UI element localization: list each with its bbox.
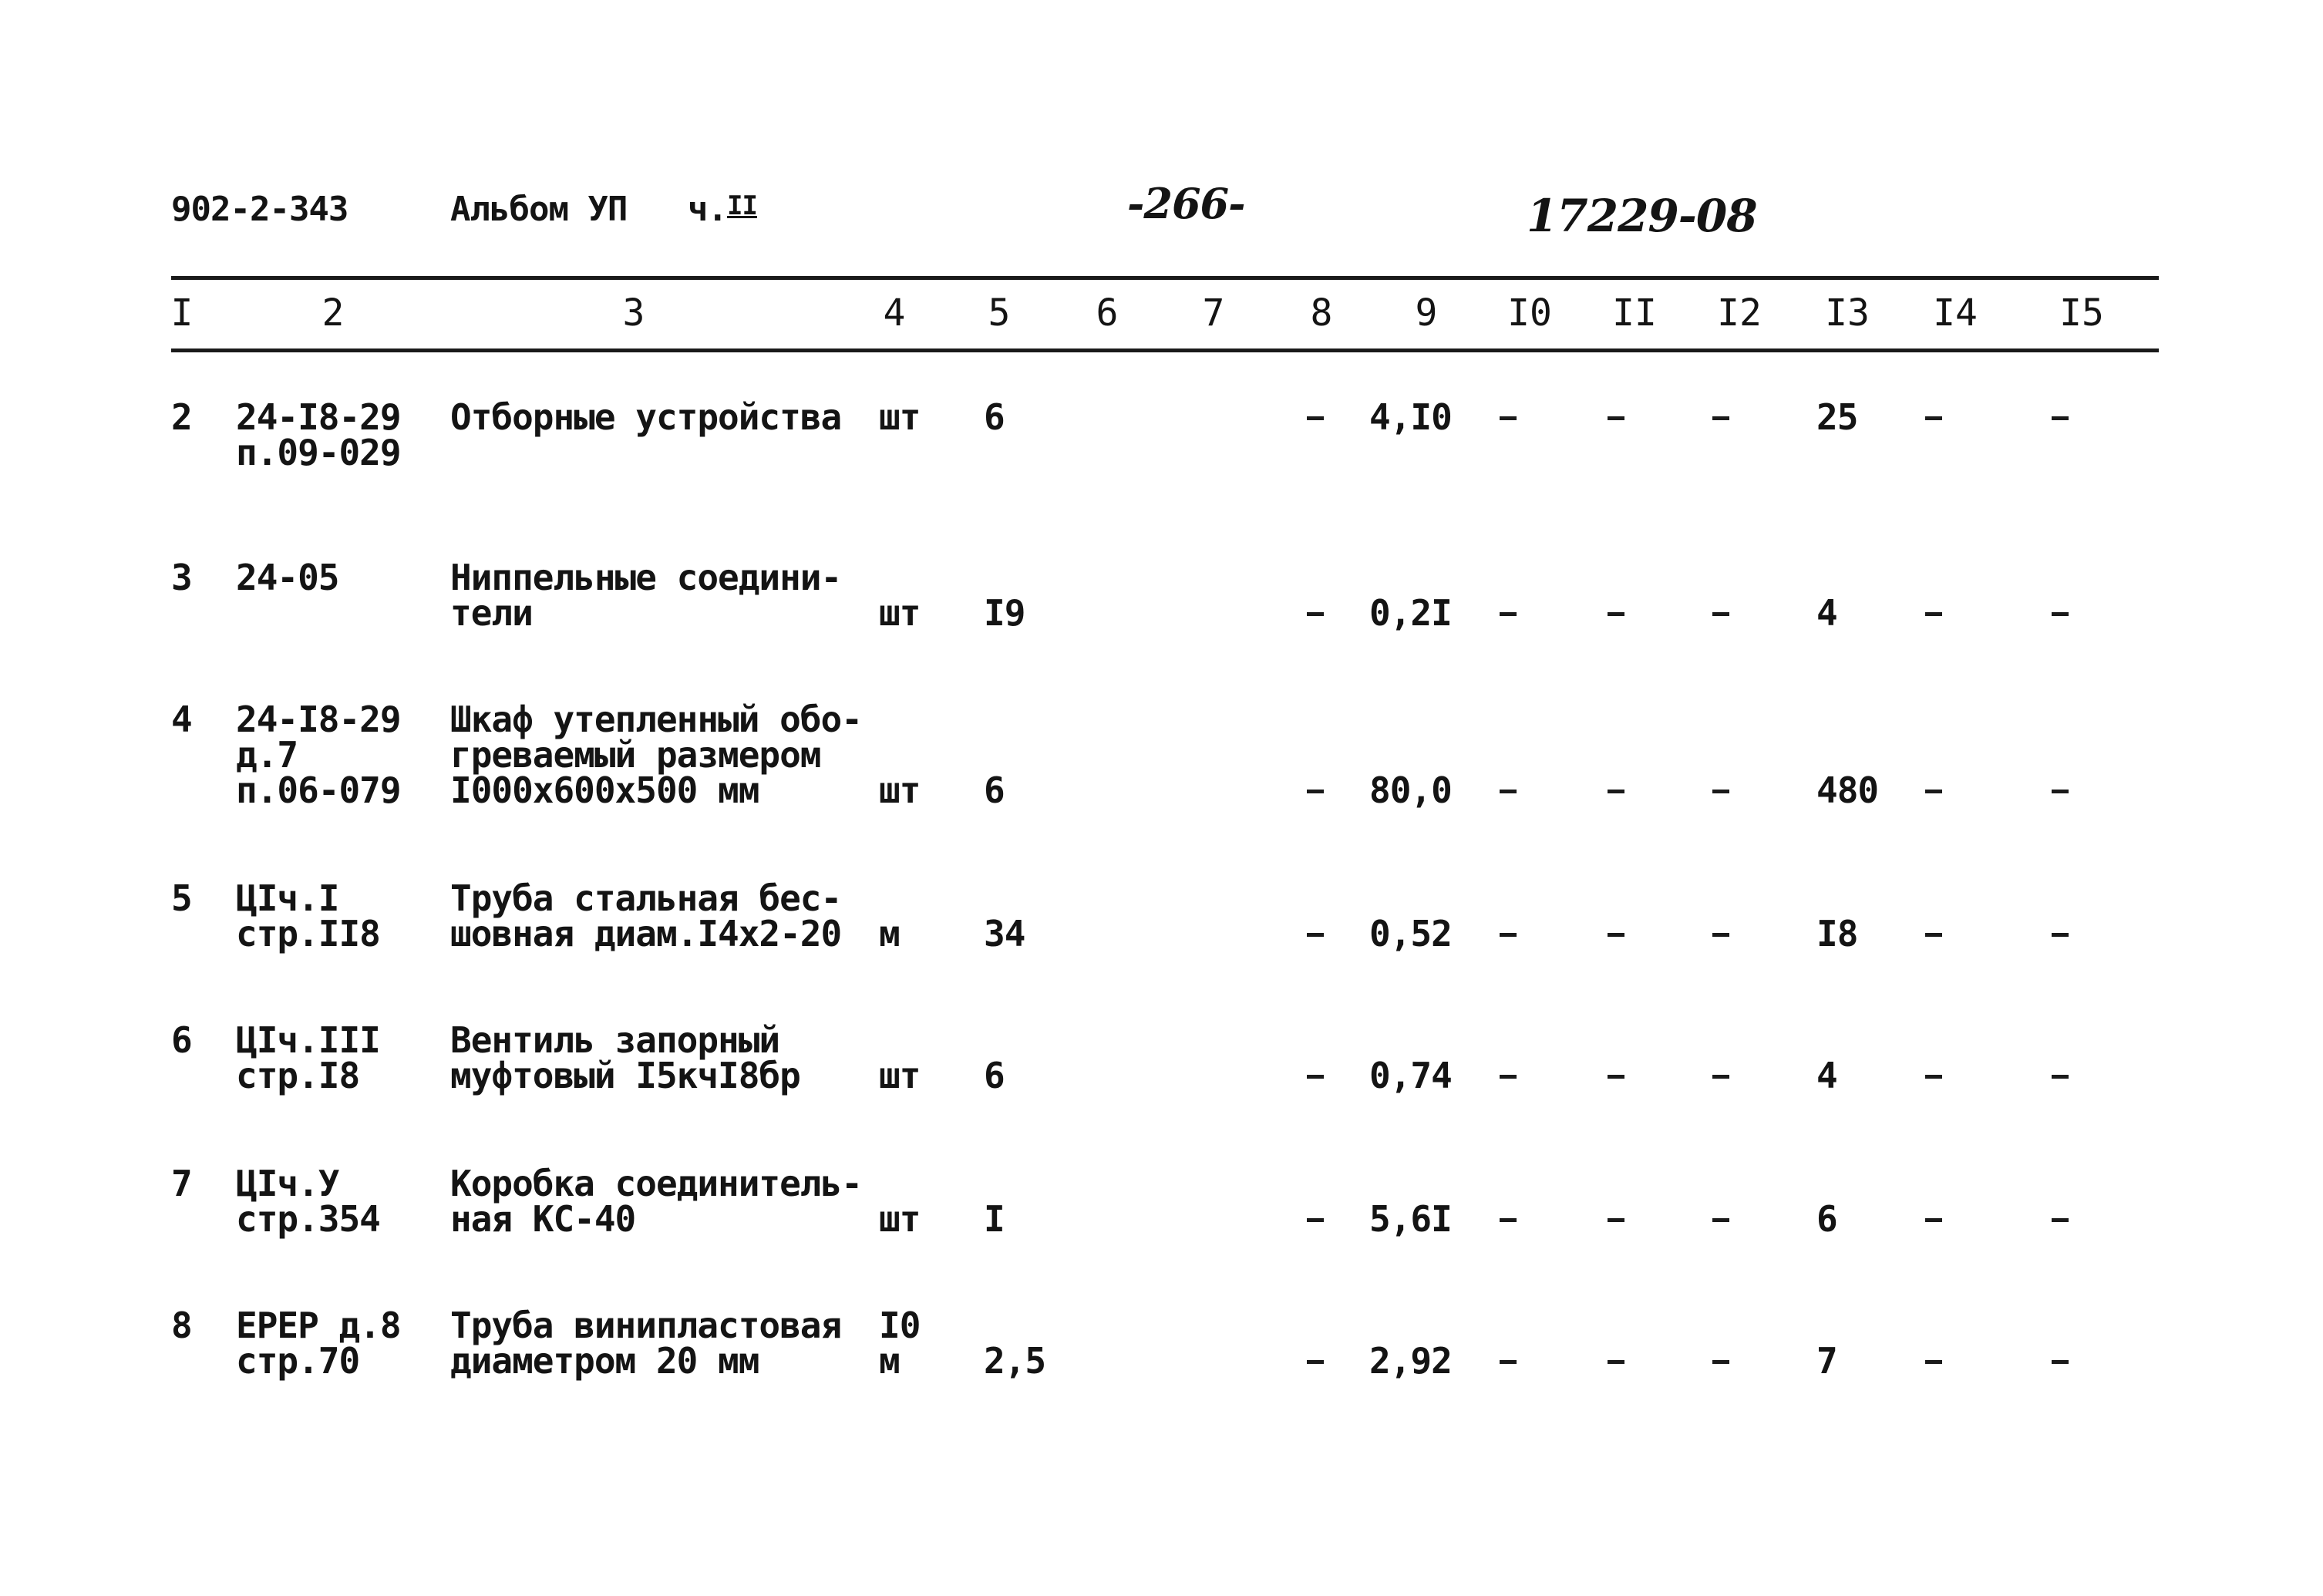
- part-number: II: [726, 190, 757, 221]
- col8-dash: [1307, 1360, 1324, 1364]
- col10-dash: [1500, 612, 1517, 616]
- col15-dash: [2052, 1360, 2069, 1364]
- album-label: Альбом УП: [450, 190, 628, 229]
- item-name-cell: Труба винипластовая диаметром 20 мм: [450, 1305, 842, 1382]
- row-number: 7: [171, 1163, 192, 1204]
- unit-weight-cell: 5,6I: [1369, 1198, 1452, 1240]
- col14-dash: [1925, 1218, 1942, 1222]
- quantity-cell: 2,5: [984, 1340, 1046, 1382]
- total-weight-cell: 7: [1816, 1340, 1837, 1382]
- col15-dash: [2052, 1075, 2069, 1079]
- item-name-cell: Отборные устройства: [450, 396, 842, 438]
- header-top-rule: [171, 276, 2159, 280]
- item-name-cell: Вентиль запорный муфтовый I5кчI8бр: [450, 1019, 800, 1096]
- part-prefix: ч.: [688, 190, 727, 229]
- quantity-cell: 6: [984, 769, 1005, 811]
- unit-cell: шт: [879, 1055, 921, 1096]
- reference-cell: 24-05: [236, 557, 339, 598]
- column-number-9: 9: [1415, 291, 1438, 335]
- col12-dash: [1712, 1218, 1729, 1222]
- reference-cell: 24-I8-29 п.09-029: [236, 396, 401, 473]
- total-weight-cell: 4: [1816, 1055, 1837, 1096]
- col11-dash: [1608, 612, 1624, 616]
- col14-dash: [1925, 416, 1942, 420]
- column-number-10: I0: [1507, 291, 1552, 335]
- col10-dash: [1500, 1360, 1517, 1364]
- col8-dash: [1307, 612, 1324, 616]
- col12-dash: [1712, 1075, 1729, 1079]
- quantity-cell: 6: [984, 1055, 1005, 1096]
- document-code: 902-2-343: [171, 190, 348, 229]
- col11-dash: [1608, 1360, 1624, 1364]
- unit-weight-cell: 0,74: [1369, 1055, 1452, 1096]
- item-name-cell: Шкаф утепленный обо- греваемый размером I000x600x500 мм: [450, 699, 862, 811]
- item-name-cell: Ниппельные соедини- тели: [450, 557, 842, 634]
- column-number-7: 7: [1202, 291, 1225, 335]
- total-weight-cell: 4: [1816, 592, 1837, 634]
- col10-dash: [1500, 416, 1517, 420]
- column-number-2: 2: [322, 291, 345, 335]
- unit-weight-cell: 80,0: [1369, 769, 1452, 811]
- total-weight-cell: 480: [1816, 769, 1879, 811]
- part-label: [688, 190, 757, 229]
- column-number-15: I5: [2059, 291, 2104, 335]
- header-bottom-rule: [171, 348, 2159, 352]
- column-number-6: 6: [1096, 291, 1119, 335]
- unit-weight-cell: 4,I0: [1369, 396, 1452, 438]
- col10-dash: [1500, 790, 1517, 793]
- row-number: 8: [171, 1305, 192, 1346]
- row-number: 6: [171, 1019, 192, 1061]
- unit-weight-cell: 0,2I: [1369, 592, 1452, 634]
- column-number-3: 3: [622, 291, 645, 335]
- total-weight-cell: 6: [1816, 1198, 1837, 1240]
- col14-dash: [1925, 790, 1942, 793]
- col12-dash: [1712, 933, 1729, 937]
- item-name-cell: Коробка соединитель- ная КС-40: [450, 1163, 862, 1240]
- col15-dash: [2052, 1218, 2069, 1222]
- col11-dash: [1608, 1218, 1624, 1222]
- col12-dash: [1712, 612, 1729, 616]
- quantity-cell: 6: [984, 396, 1005, 438]
- col8-dash: [1307, 1075, 1324, 1079]
- unit-weight-cell: 2,92: [1369, 1340, 1452, 1382]
- col10-dash: [1500, 933, 1517, 937]
- column-number-11: II: [1612, 291, 1657, 335]
- total-weight-cell: 25: [1816, 396, 1858, 438]
- col8-dash: [1307, 933, 1324, 937]
- reference-cell: ЦIч.У стр.354: [236, 1163, 380, 1240]
- unit-cell: шт: [879, 1198, 921, 1240]
- col11-dash: [1608, 416, 1624, 420]
- reference-cell: 24-I8-29 д.7 п.06-079: [236, 699, 401, 811]
- unit-cell: шт: [879, 769, 921, 811]
- col8-dash: [1307, 1218, 1324, 1222]
- quantity-cell: 34: [984, 913, 1025, 955]
- col12-dash: [1712, 1360, 1729, 1364]
- unit-cell: I0 м: [879, 1305, 921, 1382]
- column-number-14: I4: [1933, 291, 1978, 335]
- unit-cell: шт: [879, 396, 921, 438]
- unit-cell: м: [879, 913, 900, 955]
- reference-cell: ЕРЕР д.8 стр.70: [236, 1305, 401, 1382]
- row-number: 5: [171, 877, 192, 919]
- col12-dash: [1712, 416, 1729, 420]
- unit-weight-cell: 0,52: [1369, 913, 1452, 955]
- column-number-8: 8: [1310, 291, 1333, 335]
- total-weight-cell: I8: [1816, 913, 1858, 955]
- col15-dash: [2052, 933, 2069, 937]
- col10-dash: [1500, 1218, 1517, 1222]
- column-number-5: 5: [988, 291, 1011, 335]
- page-number: -266-: [1127, 179, 1245, 228]
- col14-dash: [1925, 612, 1942, 616]
- doc-number: 17229-08: [1527, 190, 1757, 242]
- column-number-1: I: [170, 291, 194, 335]
- col11-dash: [1608, 790, 1624, 793]
- row-number: 4: [171, 699, 192, 740]
- col8-dash: [1307, 790, 1324, 793]
- col14-dash: [1925, 933, 1942, 937]
- col15-dash: [2052, 790, 2069, 793]
- col11-dash: [1608, 933, 1624, 937]
- reference-cell: ЦIч.III стр.I8: [236, 1019, 380, 1096]
- row-number: 3: [171, 557, 192, 598]
- column-number-13: I3: [1825, 291, 1870, 335]
- item-name-cell: Труба стальная бес- шовная диам.I4x2-20: [450, 877, 842, 955]
- col10-dash: [1500, 1075, 1517, 1079]
- quantity-cell: I: [984, 1198, 1005, 1240]
- quantity-cell: I9: [984, 592, 1025, 634]
- reference-cell: ЦIч.I стр.II8: [236, 877, 380, 955]
- column-number-12: I2: [1717, 291, 1762, 335]
- col15-dash: [2052, 612, 2069, 616]
- col8-dash: [1307, 416, 1324, 420]
- col11-dash: [1608, 1075, 1624, 1079]
- unit-cell: шт: [879, 592, 921, 634]
- col14-dash: [1925, 1360, 1942, 1364]
- col14-dash: [1925, 1075, 1942, 1079]
- col12-dash: [1712, 790, 1729, 793]
- column-number-4: 4: [883, 291, 906, 335]
- row-number: 2: [171, 396, 192, 438]
- col15-dash: [2052, 416, 2069, 420]
